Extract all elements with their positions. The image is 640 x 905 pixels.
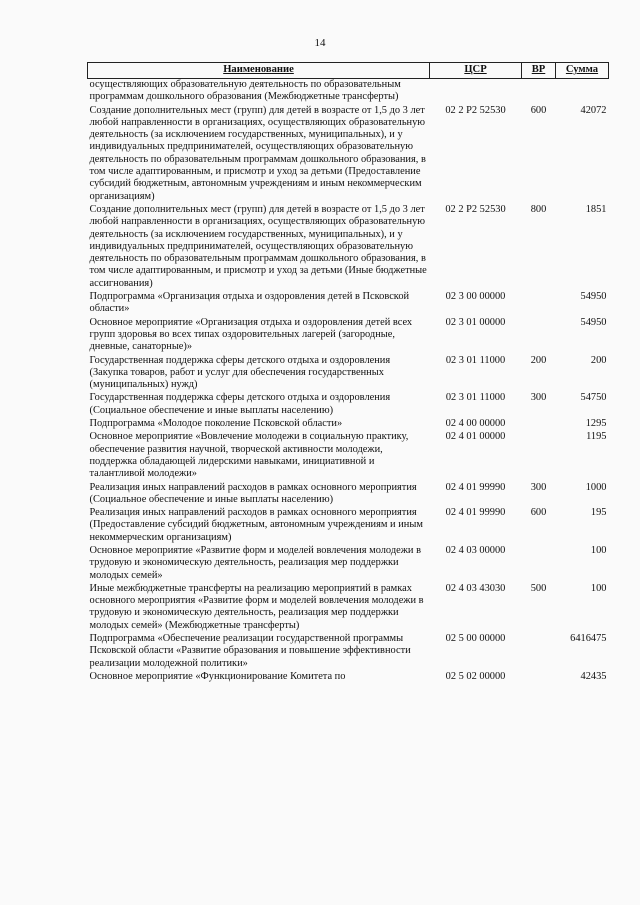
cell-csr: 02 5 00 00000: [445, 633, 506, 645]
cell-name: Подпрограмма «Организация отдыха и оздоровления детей в Псковской области»: [89, 291, 410, 315]
cell-vr: [522, 79, 556, 105]
cell-sum: 6416475: [570, 633, 607, 645]
column-header-sum: Сумма: [556, 63, 609, 79]
cell-sum: 54950: [580, 316, 607, 328]
table-row: [88, 431, 609, 481]
cell-vr: 300: [530, 481, 547, 493]
cell-vr: [522, 431, 556, 481]
table-header-row: [88, 63, 609, 79]
budget-table: [87, 62, 609, 684]
cell-csr: 02 3 01 00000: [445, 316, 506, 328]
table-row: [88, 79, 609, 105]
cell-name: Основное мероприятие «Организация отдыха и оздоровления детей всех групп здоровья во всех типах оздоровительных лагерей (загородные, дневные, санаторные)»: [89, 316, 413, 353]
cell-name: Государственная поддержка сферы детского отдыха и оздоровления (Социальное обеспечение и иные выплаты населению): [89, 392, 391, 416]
cell-vr: 500: [530, 582, 547, 594]
cell-csr: 02 3 01 11000: [445, 354, 506, 366]
cell-csr: [430, 79, 522, 105]
cell-vr: [522, 633, 556, 671]
cell-name: Подпрограмма «Обеспечение реализации государственной программы Псковской области «Развитие образования и повышение эффективности реализации молодежной политики»: [89, 633, 411, 669]
cell-sum: 195: [590, 507, 607, 519]
cell-sum: 1195: [586, 431, 607, 443]
cell-name: Подпрограмма «Молодое поколение Псковской области»: [89, 418, 343, 430]
table-row: [88, 204, 609, 291]
cell-name: Создание дополнительных мест (групп) для детей в возрасте от 1,5 до 3 лет любой направленности в организациях, осуществляющих образовательную деятельность (за исключением государственных, муниципальных), и у индивидуальных предпринимателей, осуществляющих образовательную деятельность по образовательным программам дошкольного образования, в том числе адаптированным, и присмотр и уход за детьми (Иные бюджетные ассигнования): [89, 203, 427, 289]
cell-sum: 100: [590, 544, 607, 556]
cell-vr: 600: [530, 507, 547, 519]
cell-csr: 02 5 02 00000: [445, 670, 506, 682]
table-row: [88, 105, 609, 204]
table-row: [88, 507, 609, 545]
cell-sum: 42072: [580, 104, 607, 116]
column-header-name: Наименование: [88, 63, 430, 79]
cell-sum: 200: [590, 354, 607, 366]
cell-vr: 600: [530, 104, 547, 116]
cell-csr: 02 4 03 43030: [445, 582, 506, 594]
cell-name: Создание дополнительных мест (групп) для детей в возрасте от 1,5 до 3 лет любой направленности в организациях, осуществляющих образовательную деятельность (за исключением государственных, муниципальных), и у индивидуальных предпринимателей, осуществляющих образовательную деятельность по образовательным программам дошкольного образования, в том числе адаптированным, и присмотр и уход за детьми (Предоставление субсидий бюджетным, автономным учреждениям и иным некоммерческим организациям): [89, 104, 426, 202]
cell-csr: 02 2 P2 52530: [445, 203, 506, 215]
cell-csr: 02 4 00 00000: [445, 418, 506, 430]
cell-name: Государственная поддержка сферы детского отдыха и оздоровления (Закупка товаров, работ и услуг для обеспечения государственных (муниципальных) нужд): [89, 354, 391, 391]
cell-sum: 54950: [580, 291, 607, 303]
column-header-vr: ВР: [522, 63, 556, 79]
cell-name: Реализация иных направлений расходов в рамках основного мероприятия (Социальное обеспечение и иные выплаты населению): [89, 481, 417, 505]
cell-name: Основное мероприятие «Функционирование Комитета по: [89, 670, 346, 682]
cell-vr: [522, 671, 556, 684]
cell-vr: 800: [530, 203, 547, 215]
cell-sum: 100: [590, 582, 607, 594]
cell-vr: [522, 545, 556, 583]
cell-sum: 1295: [585, 418, 607, 430]
cell-name: осуществляющих образовательную деятельность по образовательным программам дошкольного образования (Межбюджетные трансферты): [89, 79, 401, 103]
cell-vr: [522, 317, 556, 355]
table-row: [88, 317, 609, 355]
cell-vr: [522, 291, 556, 317]
cell-csr: 02 4 03 00000: [445, 544, 506, 556]
cell-sum: 1851: [585, 203, 607, 215]
cell-name: Основное мероприятие «Развитие форм и моделей вовлечения молодежи в трудовую и экономическую деятельность, реализация мер поддержки молодых семей»: [89, 544, 421, 581]
cell-csr: 02 4 01 99990: [445, 507, 506, 519]
table-row: [88, 418, 609, 431]
cell-vr: [522, 418, 556, 431]
table-row: [88, 482, 609, 508]
cell-name: Реализация иных направлений расходов в рамках основного мероприятия (Предоставление субсидий бюджетным, автономным учреждениям и иным некоммерческим организациям): [89, 507, 423, 543]
cell-name: Основное мероприятие «Вовлечение молодежи в социальную практику, обеспечение развития научной, творческой активности молодежи, поддержка обладающей лидерскими навыками, инициативной и талантливой молодежи»: [89, 431, 409, 480]
cell-sum: 42435: [580, 670, 607, 682]
cell-vr: 300: [530, 392, 547, 404]
cell-csr: 02 2 P2 52530: [445, 104, 506, 116]
cell-csr: 02 3 01 11000: [445, 392, 506, 404]
cell-csr: 02 4 01 99990: [445, 481, 506, 493]
table-row: [88, 671, 609, 684]
page-number: 14: [314, 37, 326, 49]
cell-sum: 54750: [580, 392, 607, 404]
column-header-csr: ЦСР: [430, 63, 522, 79]
table-row: [88, 355, 609, 393]
table-row: [88, 583, 609, 633]
table-row: [88, 291, 609, 317]
table-body: [88, 79, 609, 685]
table-row: [88, 545, 609, 583]
cell-csr: 02 4 01 00000: [445, 431, 506, 443]
cell-vr: 200: [530, 354, 547, 366]
cell-sum: [556, 79, 609, 105]
table-row: [88, 633, 609, 671]
cell-name: Иные межбюджетные трансферты на реализацию мероприятий в рамках основного мероприятия «Развитие форм и моделей вовлечения молодежи в трудовую и экономическую деятельность, реализация мер поддержки молодых семей» (Межбюджетные трансферты): [89, 582, 424, 631]
cell-csr: 02 3 00 00000: [445, 291, 506, 303]
cell-sum: 1000: [585, 481, 607, 493]
table-row: [88, 392, 609, 418]
